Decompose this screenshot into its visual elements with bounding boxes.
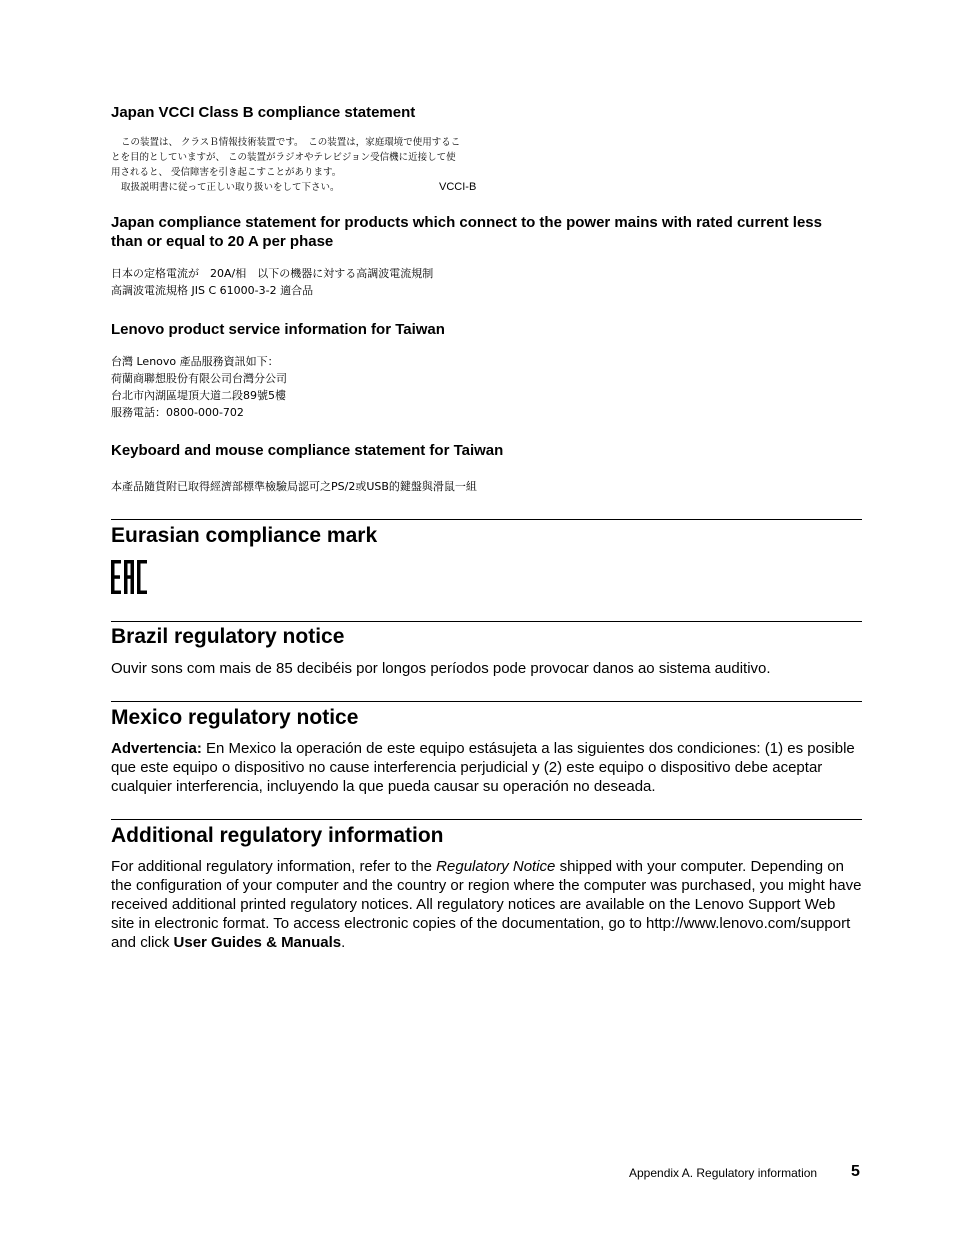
eac-logo-icon [111, 560, 147, 594]
additional-text-part: . [341, 934, 346, 951]
vcci-line: 取扱説明書に従って正しい取り扱いをして下さい。 [121, 182, 340, 193]
taiwan-service-line: 台北市內湖區堤頂大道二段89號5樓 [111, 389, 286, 402]
japan-power-line: 日本の定格電流が 20A/相 以下の機器に対する高調波電流規制 [111, 267, 434, 280]
section-divider [111, 701, 862, 702]
mexico-body: En Mexico la operación de este equipo estásujeta a las siguientes dos condiciones: (1) es posible que este equipo o dispositivo no cause interferencia perjudicial y (2) este equipo o dispositivo debe aceptar cualquier interferencia, incluyendo la que pueda causar su operación no deseada. [111, 740, 855, 795]
eac-logo-icon [111, 560, 147, 594]
taiwan-service-line: 服務電話：0800-000-702 [111, 406, 244, 419]
additional-heading: Additional regulatory information [111, 824, 444, 847]
mexico-text [111, 739, 862, 796]
eurasian-heading: Eurasian compliance mark [111, 524, 378, 547]
section-divider [111, 621, 862, 622]
japan-power-statement [111, 265, 433, 299]
vcci-line: とを目的としていますが、 この装置がラジオやテレビジョン受信機に近接して使 [111, 152, 456, 163]
additional-text-part: shipped with your computer. Depending on the configuration of your computer and the country or region where the computer was purchased, you might have received additional printed regulatory notices. All regulatory notices are available on the Lenovo Support Web site in electronic format. To access electronic copies of the documentation, go to http://www.lenovo.com/support and click [111, 858, 862, 951]
regulatory-notice-title: Regulatory Notice [436, 858, 556, 875]
section-divider [111, 519, 862, 520]
advertencia-label: Advertencia: [111, 740, 202, 757]
user-guides-link-text: User Guides & Manuals [173, 934, 342, 951]
taiwan-service-statement [111, 353, 287, 421]
vcci-line: この装置は、 クラスＢ情報技術装置です。 この装置は，家庭環境で使用するこ [121, 137, 461, 148]
taiwan-service-line: 荷蘭商聯想股份有限公司台灣分公司 [111, 372, 287, 385]
taiwan-keyboard-statement: 本產品隨貨附已取得經濟部標準檢驗局認可之PS/2或USB的鍵盤與滑鼠一組 [111, 480, 477, 493]
section-divider [111, 819, 862, 820]
vcci-line: 用されると、 受信障害を引き起こすことがあります。 [111, 167, 342, 178]
japan-vcci-heading: Japan VCCI Class B compliance statement [111, 104, 416, 121]
brazil-text: Ouvir sons com mais de 85 decibéis por longos períodos pode provocar danos ao sistema auditivo. [111, 660, 771, 677]
mexico-heading: Mexico regulatory notice [111, 706, 359, 729]
taiwan-service-line: 台灣 Lenovo 產品服務資訊如下： [111, 355, 279, 368]
additional-text [111, 857, 862, 952]
japan-power-heading: Japan compliance statement for products which connect to the power mains with rated current less than or equal to 20 A per phase [111, 214, 822, 250]
japan-power-line: 高調波電流規格 JIS C 61000-3-2 適合品 [111, 284, 314, 297]
taiwan-service-heading: Lenovo product service information for Taiwan [111, 321, 445, 338]
taiwan-keyboard-heading: Keyboard and mouse compliance statement for Taiwan [111, 442, 504, 459]
footer-running-title: Appendix A. Regulatory information [629, 1166, 818, 1180]
additional-text-part: For additional regulatory information, refer to the [111, 858, 437, 875]
brazil-heading: Brazil regulatory notice [111, 625, 345, 648]
japan-vcci-statement [111, 135, 511, 197]
vcci-b-mark: VCCI-B [439, 181, 477, 193]
page-number: 5 [851, 1163, 860, 1180]
